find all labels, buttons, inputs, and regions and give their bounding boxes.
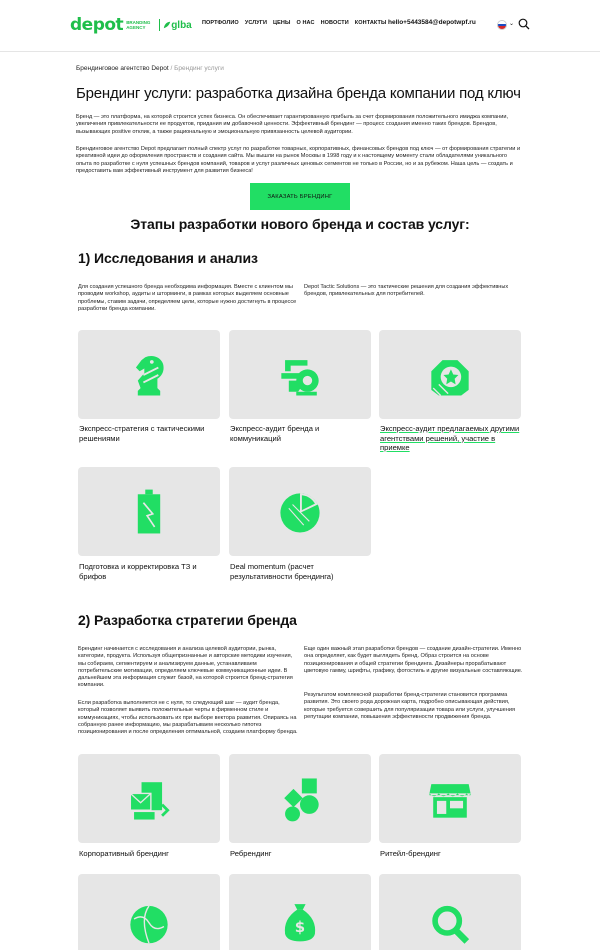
leaf-icon: [163, 21, 171, 29]
service-card-global[interactable]: [78, 874, 220, 950]
money-bag-icon: [272, 891, 328, 947]
logo-subtitle: BRANDING AGENCY: [126, 20, 151, 30]
svg-text:$: $: [294, 917, 306, 936]
breadcrumb-sep: /: [168, 65, 175, 72]
search-icon[interactable]: [518, 18, 530, 30]
section-2-left-text-2: Если разработка выполняется не с нуля, то следующий шаг — аудит бренда, который позволяет выявить положительные черты в фирменном стиле и коммуникациях, чтобы использовать их при выборе вектора развития. Опираясь на собранную ранее информацию, мы разрабатываем несколько гипотез позиционирования и после определения оптимальной, создаем платформу бренда.: [78, 700, 298, 736]
service-card-search[interactable]: [379, 874, 521, 950]
service-card-corporate[interactable]: [78, 754, 220, 843]
battery-brief-icon: [121, 484, 177, 540]
service-card-audit-others[interactable]: [379, 330, 521, 419]
section-2-right-text-1: Еще один важный этап разработки брендов — создание дизайн-стратегии. Именно она определяет, как будет выглядеть бренд. Образ строится на основе позиционирования и общей стратегии брендинга. Дизайнеры прорабатывают цветовую гамму, шрифты, графику, фотостиль и другие визуальные составляющие.: [304, 646, 523, 674]
service-label[interactable]: Подготовка и корректировка ТЗ и брифов: [79, 562, 197, 581]
stages-title: Этапы разработки нового бренда и состав услуг:: [130, 216, 470, 232]
nav-services[interactable]: УСЛУГИ: [244, 20, 268, 26]
rebranding-icon: [272, 771, 328, 827]
service-label-link[interactable]: Экспресс-аудит предлагаемых другими агентствами решений, участие в приемке: [380, 424, 520, 452]
breadcrumb-current: Брендинг услуги: [174, 65, 224, 72]
russia-flag-icon[interactable]: [497, 20, 507, 30]
corporate-icon: [121, 771, 177, 827]
service-card-financial[interactable]: [229, 874, 371, 950]
section-1-title: 1) Исследования и анализ: [78, 250, 258, 266]
nav-prices[interactable]: ЦЕНЫ: [273, 20, 291, 26]
nav-contacts[interactable]: КОНТАКТЫ: [354, 20, 387, 26]
section-1-right-text: Depot Tactic Solutions — это тактические решения для создания эффективных брендов, привлекательных для потребителей.: [304, 284, 509, 298]
service-card-brand-audit[interactable]: [229, 330, 371, 419]
section-2-left-text-1: Брендинг начинается с исследования и анализа целевой аудитории, рынка, категории, продукта. Используя общепризнанные и авторские методики изучения, мы собираем, сегментируем и анализируем данные, устанавливаем потребительские мотивации, определяем ключевые коммуникационные идеи. В дальнейшем эта информация служит базой, на которой строится бренд-стратегия компании.: [78, 646, 293, 689]
intro-paragraph-1: Бренд — это платформа, на которой строится успех бизнеса. Он обеспечивает гарантированную прибыль за счет формирования положительного имиджа компании, увеличения привлекательности ее продуктов, придания им добавочной ценности. Эффективный брендинг — процесс создания именно таких брендов. Брендов, вызывающих positive отклик, а также рациональную и эмоциональную привязанность целевой аудитории.: [76, 114, 509, 135]
brand-audit-icon: [272, 347, 328, 403]
logo-divider: [159, 19, 160, 31]
logo[interactable]: [70, 15, 192, 35]
order-branding-button[interactable]: ЗАКАЗАТЬ БРЕНДИНГ: [250, 183, 350, 210]
intro-paragraph-2: Брендинговое агентство Depot предлагает полный спектр услуг по разработке товарных, корпоративных, финансовых брендов под ключ — от формирования стратегии и креативной идеи до оформления пространств и создания сайта. Мы вышли на рынок Москвы в 1998 году и к настоящему моменту стали обладателями уникального опыта по разработке с нуля успешных брендов компаний, товаров и услуг различных ценовых сегментов не только в России, но и за рубежом. Наша цель — создать и предоставить вам эффективный инструмент для развития бизнеса!: [76, 146, 521, 174]
section-2-title: 2) Разработка стратегии бренда: [78, 612, 297, 628]
section-1-left-text: Для создания успешного бренда необходима информация. Вместе с клиентом мы проводим workshop, аудиты и шторминги, в рамках которых выделяем основные проблемы, ставим задачи, определяем цели, которые нужно достигнуть в процессе разработки бренда компании.: [78, 284, 297, 312]
service-label[interactable]: Экспресс-стратегия с тактическими решениями: [79, 424, 205, 443]
nav-news[interactable]: НОВОСТИ: [320, 20, 349, 26]
service-label[interactable]: Корпоративный брендинг: [79, 849, 169, 858]
contact-email[interactable]: hello+5443584@depotwpf.ru: [388, 19, 476, 26]
service-label[interactable]: Ребрендинг: [230, 849, 272, 858]
globe-icon: [121, 891, 177, 947]
service-label[interactable]: Экспресс-аудит бренда и коммуникаций: [230, 424, 320, 443]
chevron-down-icon[interactable]: ⌄: [509, 21, 515, 27]
main-nav: [202, 20, 386, 26]
service-card-express-strategy[interactable]: [78, 330, 220, 419]
page-title: Брендинг услуги: разработка дизайна бренда компании под ключ: [76, 85, 521, 102]
service-label[interactable]: Ритейл-брендинг: [380, 849, 441, 858]
service-card-rebranding[interactable]: [229, 754, 371, 843]
service-card-deal-momentum[interactable]: [229, 467, 371, 556]
nav-about[interactable]: О НАС: [296, 20, 315, 26]
nav-portfolio[interactable]: ПОРТФОЛИО: [202, 20, 239, 26]
service-card-retail[interactable]: [379, 754, 521, 843]
site-header: [0, 0, 600, 52]
star-shop-icon: [422, 347, 478, 403]
service-card-tz-briefs[interactable]: [78, 467, 220, 556]
breadcrumb-root[interactable]: Брендинговое агентство Depot: [76, 65, 169, 72]
service-label[interactable]: Deal momentum (расчет результативности брендинга): [230, 562, 334, 581]
logo-word: depot: [70, 15, 124, 35]
section-2-right-text-2: Результатом комплексной разработки бренд-стратегии становится программа развития. Это своего рода дорожная карта, подробно описывающая действия, которые требуется совершить для популяризации товара или услуги, улучшения репутации компании, повышения эффективности продвижения бренда.: [304, 692, 515, 720]
pie-momentum-icon: [272, 484, 328, 540]
search-green-icon: [422, 891, 478, 947]
chess-knight-icon: [121, 347, 177, 403]
retail-store-icon: [422, 771, 478, 827]
logo-partner: glba: [171, 19, 192, 31]
breadcrumb: [76, 65, 224, 72]
